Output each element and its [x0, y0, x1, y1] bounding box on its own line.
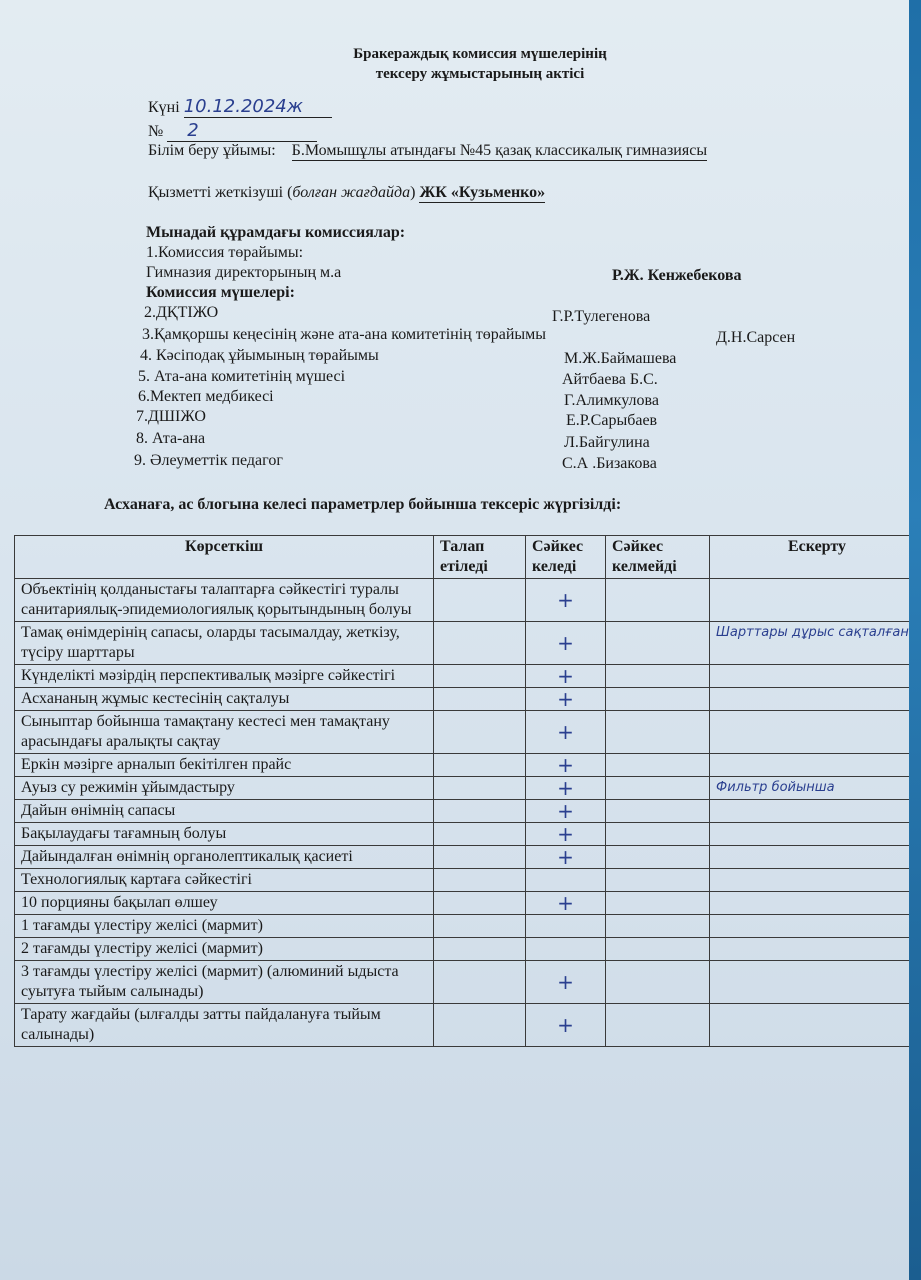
date-value: 10.12.2024ж	[184, 96, 332, 118]
chair-name: Р.Ж. Кенжебекова	[612, 267, 742, 284]
table-row	[15, 711, 916, 754]
date-label: Күні	[148, 99, 180, 116]
note-cell	[710, 1004, 916, 1047]
not-complies-cell	[606, 777, 710, 800]
members-heading: Комиссия мүшелері:	[146, 284, 295, 301]
doc-title-line2: тексеру жұмыстарының актісі	[375, 66, 585, 82]
header-not-complies: Сәйкес келмейді	[606, 536, 710, 579]
chair-label: 1.Комиссия төрайымы:	[146, 244, 304, 261]
supplier-label: Қызметті жеткізуші (	[148, 184, 293, 201]
note-cell	[710, 869, 916, 892]
complies-cell	[526, 869, 606, 892]
note-cell	[710, 579, 916, 622]
member-name: М.Ж.Баймашева	[564, 350, 677, 367]
required-cell	[434, 961, 526, 1004]
date-row	[148, 96, 332, 118]
indicator-cell: Тарату жағдайы (ылғалды затты пайдалануға тыйым салынады)	[15, 1004, 434, 1047]
required-cell	[434, 665, 526, 688]
table-row	[15, 823, 916, 846]
org-label: Білім беру ұйымы:	[148, 142, 276, 159]
note-cell	[710, 688, 916, 711]
header-required: Талап етіледі	[434, 536, 526, 579]
member-role: 2.ДҚТІЖО	[144, 304, 219, 321]
table-row	[15, 800, 916, 823]
indicator-cell: Сыныптар бойынша тамақтану кестесі мен тамақтану арасындағы аралықты сақтау	[15, 711, 434, 754]
background-edge	[909, 0, 921, 1280]
member-role: 9. Әлеуметтік педагог	[134, 452, 283, 469]
table-header-row	[15, 536, 916, 579]
indicator-cell: Технологиялық картаға сәйкестігі	[15, 869, 434, 892]
org-row	[148, 142, 707, 161]
inspection-heading: Асханаға, ас блогына келесі параметрлер бойынша тексеріс жүргізілді:	[104, 496, 622, 513]
member-name: С.А .Бизакова	[562, 455, 657, 472]
table-row	[15, 777, 916, 800]
required-cell	[434, 711, 526, 754]
required-cell	[434, 1004, 526, 1047]
complies-cell: +	[526, 579, 606, 622]
table-row	[15, 1004, 916, 1047]
table-row	[15, 961, 916, 1004]
note-cell	[710, 846, 916, 869]
complies-cell: +	[526, 1004, 606, 1047]
supplier-close: )	[410, 184, 416, 201]
not-complies-cell	[606, 665, 710, 688]
table-row	[15, 579, 916, 622]
note-cell	[710, 961, 916, 1004]
header-complies: Сәйкес келеді	[526, 536, 606, 579]
doc-title-line1: Бракераждық комиссия мүшелерінің	[353, 46, 607, 62]
supplier-value: ЖК «Кузьменко»	[419, 184, 546, 201]
note-cell: Шарттары дұрыс сақталған	[710, 622, 916, 665]
required-cell	[434, 823, 526, 846]
supplier-row	[148, 184, 545, 203]
complies-cell	[526, 915, 606, 938]
complies-cell: +	[526, 777, 606, 800]
complies-cell: +	[526, 754, 606, 777]
not-complies-cell	[606, 754, 710, 777]
member-name: Г.Р.Тулегенова	[552, 308, 651, 325]
table-row	[15, 846, 916, 869]
member-role: 8. Ата-ана	[136, 430, 206, 447]
inspection-table	[14, 535, 915, 1047]
required-cell	[434, 754, 526, 777]
table-row	[15, 938, 916, 961]
header-note: Ескерту	[710, 536, 916, 579]
required-cell	[434, 777, 526, 800]
indicator-cell: Ауыз су режимін ұйымдастыру	[15, 777, 434, 800]
number-label: №	[148, 123, 164, 140]
not-complies-cell	[606, 915, 710, 938]
table-row	[15, 892, 916, 915]
not-complies-cell	[606, 961, 710, 1004]
member-role: 4. Кәсіподақ ұйымының төрайымы	[140, 347, 379, 364]
commission-heading: Мынадай құрамдағы комиссиялар:	[146, 224, 406, 241]
note-cell	[710, 938, 916, 961]
complies-cell: +	[526, 892, 606, 915]
member-role: 6.Мектеп медбикесі	[138, 388, 274, 405]
indicator-cell: Дайындалған өнімнің органолептикалық қасиеті	[15, 846, 434, 869]
table-row	[15, 665, 916, 688]
not-complies-cell	[606, 688, 710, 711]
member-role: 3.Қамқоршы кеңесінің және ата-ана комитетінің төрайымы	[142, 326, 547, 343]
not-complies-cell	[606, 892, 710, 915]
indicator-cell: Дайын өнімнің сапасы	[15, 800, 434, 823]
not-complies-cell	[606, 579, 710, 622]
required-cell	[434, 938, 526, 961]
member-name: Айтбаева Б.С.	[562, 371, 658, 388]
not-complies-cell	[606, 938, 710, 961]
chair-role: Гимназия директорының м.а	[146, 264, 342, 281]
supplier-italic: болған жағдайда	[292, 184, 411, 201]
member-name: Л.Байгулина	[564, 434, 650, 451]
table-row	[15, 688, 916, 711]
table-row	[15, 622, 916, 665]
indicator-cell: 1 тағамды үлестіру желісі (мармит)	[15, 915, 434, 938]
note-cell	[710, 711, 916, 754]
indicator-cell: Күнделікті мәзірдің перспективалық мәзірге сәйкестігі	[15, 665, 434, 688]
indicator-cell: Еркін мәзірге арналып бекітілген прайс	[15, 754, 434, 777]
not-complies-cell	[606, 800, 710, 823]
required-cell	[434, 892, 526, 915]
note-cell	[710, 800, 916, 823]
required-cell	[434, 800, 526, 823]
indicator-cell: 2 тағамды үлестіру желісі (мармит)	[15, 938, 434, 961]
note-cell	[710, 892, 916, 915]
number-value: 2	[167, 120, 317, 142]
org-value: Б.Момышұлы атындағы №45 қазақ классикалық гимназиясы	[291, 142, 708, 159]
complies-cell: +	[526, 665, 606, 688]
note-cell	[710, 823, 916, 846]
complies-cell: +	[526, 961, 606, 1004]
complies-cell: +	[526, 711, 606, 754]
complies-cell: +	[526, 823, 606, 846]
required-cell	[434, 579, 526, 622]
required-cell	[434, 622, 526, 665]
indicator-cell: 3 тағамды үлестіру желісі (мармит) (алюминий ыдыста суытуға тыйым салынады)	[15, 961, 434, 1004]
table-row	[15, 869, 916, 892]
complies-cell: +	[526, 846, 606, 869]
not-complies-cell	[606, 711, 710, 754]
member-name: Г.Алимкулова	[564, 392, 659, 409]
indicator-cell: Бақылаудағы тағамның болуы	[15, 823, 434, 846]
not-complies-cell	[606, 823, 710, 846]
note-cell	[710, 665, 916, 688]
member-role: 5. Ата-ана комитетінің мүшесі	[138, 368, 346, 385]
note-cell	[710, 915, 916, 938]
not-complies-cell	[606, 846, 710, 869]
complies-cell: +	[526, 800, 606, 823]
member-name: Д.Н.Сарсен	[716, 329, 796, 346]
required-cell	[434, 915, 526, 938]
indicator-cell: Объектінің қолданыстағы талаптарға сәйкестігі туралы санитариялық-эпидемиологиялық қорытындының болуы	[15, 579, 434, 622]
indicator-cell: Тамақ өнімдерінің сапасы, оларды тасымалдау, жеткізу, түсіру шарттары	[15, 622, 434, 665]
note-cell	[710, 754, 916, 777]
table-row	[15, 754, 916, 777]
table-row	[15, 915, 916, 938]
complies-cell: +	[526, 622, 606, 665]
member-name: Е.Р.Сарыбаев	[566, 412, 658, 429]
indicator-cell: Асхананың жұмыс кестесінің сақталуы	[15, 688, 434, 711]
required-cell	[434, 846, 526, 869]
header-indicator: Көрсеткіш	[15, 536, 434, 579]
note-cell: Фильтр бойынша	[710, 777, 916, 800]
required-cell	[434, 688, 526, 711]
not-complies-cell	[606, 1004, 710, 1047]
complies-cell	[526, 938, 606, 961]
number-row	[148, 120, 317, 142]
required-cell	[434, 869, 526, 892]
complies-cell: +	[526, 688, 606, 711]
not-complies-cell	[606, 869, 710, 892]
not-complies-cell	[606, 622, 710, 665]
indicator-cell: 10 порцияны бақылап өлшеу	[15, 892, 434, 915]
member-role: 7.ДШІЖО	[136, 408, 206, 425]
